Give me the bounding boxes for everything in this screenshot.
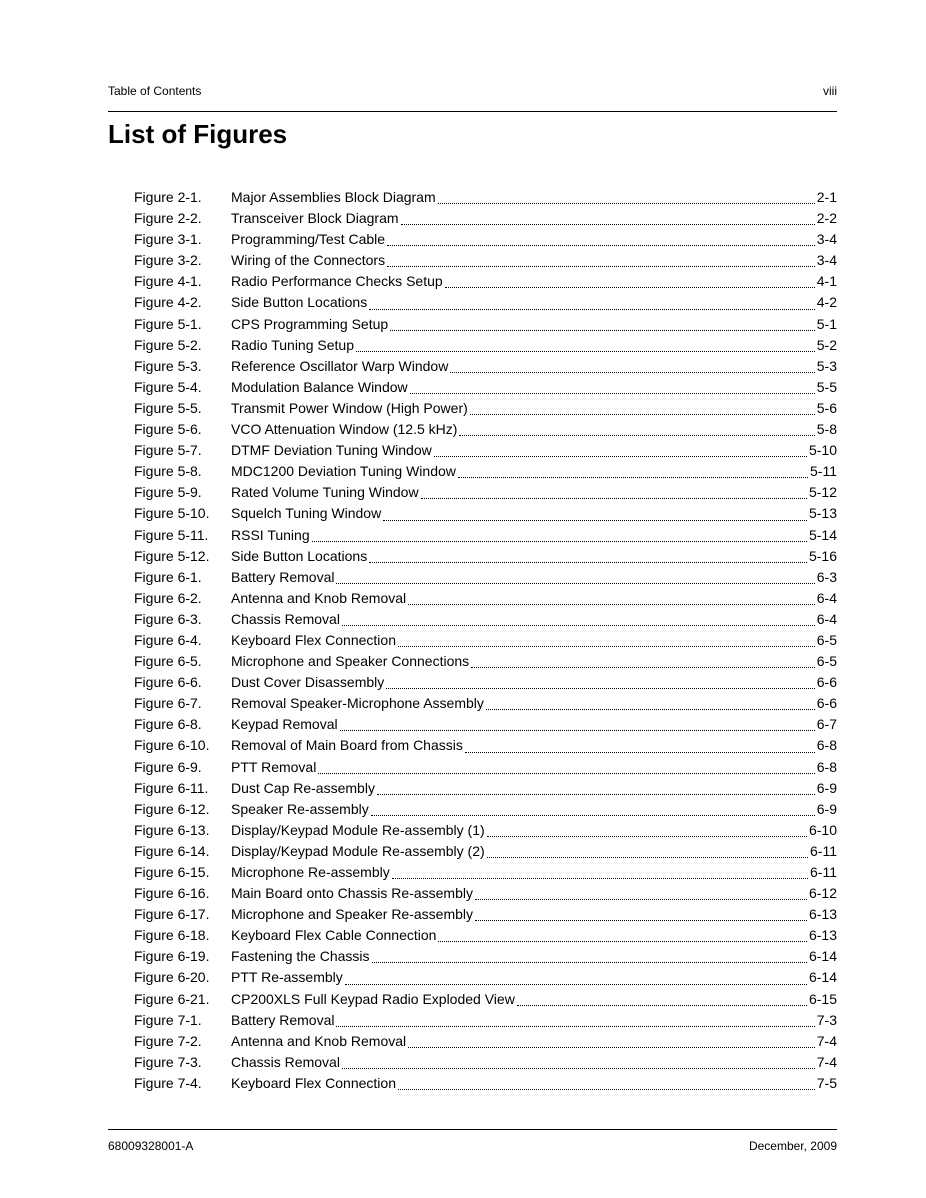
figure-title: Squelch Tuning Window — [231, 505, 382, 522]
figure-title: Battery Removal — [231, 1011, 335, 1028]
dot-leader — [445, 287, 815, 288]
figure-entry[interactable] — [134, 229, 837, 250]
footer-divider — [108, 1129, 837, 1130]
figure-entry[interactable] — [134, 1010, 837, 1031]
figure-number: Figure 5-10. — [134, 505, 210, 522]
figure-title: Radio Tuning Setup — [231, 336, 354, 353]
figure-entry[interactable] — [134, 967, 837, 988]
figure-title: VCO Attenuation Window (12.5 kHz) — [231, 421, 458, 438]
figure-entry[interactable] — [134, 187, 837, 208]
figure-list — [134, 187, 837, 1094]
figure-page-number: 6-13 — [808, 906, 837, 923]
figure-number: Figure 7-1. — [134, 1011, 202, 1028]
figure-number: Figure 6-11. — [134, 779, 209, 796]
figure-page-number: 6-6 — [816, 674, 837, 691]
figure-title: Keyboard Flex Cable Connection — [231, 927, 437, 944]
figure-number: Figure 6-14. — [134, 842, 210, 859]
figure-title: Wiring of the Connectors — [231, 252, 386, 269]
figure-title: PTT Removal — [231, 758, 317, 775]
figure-number: Figure 5-4. — [134, 378, 202, 395]
figure-title: Programming/Test Cable — [231, 231, 386, 248]
dot-leader — [372, 962, 807, 963]
footer-doc-number: 68009328001-A — [108, 1139, 194, 1153]
figure-title: Antenna and Knob Removal — [231, 1032, 407, 1049]
figure-number: Figure 5-8. — [134, 463, 202, 480]
dot-leader — [340, 730, 815, 731]
figure-page-number: 6-9 — [816, 779, 837, 796]
figure-number: Figure 2-2. — [134, 210, 202, 227]
figure-page-number: 6-4 — [816, 610, 837, 627]
figure-number: Figure 2-1. — [134, 189, 202, 205]
dot-leader — [408, 1047, 815, 1048]
dot-leader — [438, 941, 807, 942]
figure-entry[interactable] — [134, 271, 837, 292]
figure-entry[interactable] — [134, 989, 837, 1010]
figure-page-number: 4-1 — [816, 273, 837, 290]
dot-leader — [398, 1089, 815, 1090]
figure-page-number: 7-5 — [816, 1074, 837, 1091]
figure-page-number: 6-14 — [808, 948, 837, 965]
figure-title: Modulation Balance Window — [231, 378, 408, 395]
figure-title: Radio Performance Checks Setup — [231, 273, 443, 290]
dot-leader — [318, 773, 814, 774]
dot-leader — [387, 245, 815, 246]
figure-number: Figure 6-4. — [134, 631, 202, 648]
figure-title: Major Assemblies Block Diagram — [231, 189, 436, 205]
figure-number: Figure 6-7. — [134, 695, 202, 712]
figure-title: Side Button Locations — [231, 547, 368, 564]
figure-number: Figure 6-8. — [134, 716, 202, 733]
figure-title: Keyboard Flex Connection — [231, 631, 396, 648]
figure-title: Removal of Main Board from Chassis — [231, 737, 463, 754]
figure-entry[interactable] — [134, 292, 837, 313]
dot-leader — [369, 309, 815, 310]
figure-number: Figure 6-12. — [134, 800, 210, 817]
figure-page-number: 6-13 — [808, 927, 837, 944]
figure-title: Battery Removal — [231, 568, 335, 585]
dot-leader — [386, 688, 815, 689]
figure-number: Figure 5-9. — [134, 484, 202, 501]
figure-title: Display/Keypad Module Re-assembly (2) — [231, 842, 485, 859]
dot-leader — [470, 414, 815, 415]
figure-title: Microphone and Speaker Connections — [231, 653, 470, 670]
figure-number: Figure 7-3. — [134, 1053, 202, 1070]
figure-entry[interactable] — [134, 693, 837, 714]
figure-entry[interactable] — [134, 630, 837, 651]
figure-entry[interactable] — [134, 883, 837, 904]
figure-title: CP200XLS Full Keypad Radio Exploded View — [231, 990, 515, 1007]
figure-page-number: 5-5 — [816, 378, 837, 395]
figure-title: Microphone Re-assembly — [231, 864, 390, 880]
dot-leader — [312, 541, 807, 542]
figure-page-number: 7-4 — [816, 1053, 837, 1070]
figure-entry[interactable] — [134, 862, 837, 883]
figure-title: CPS Programming Setup — [231, 315, 389, 332]
header-page-number: viii — [823, 84, 837, 98]
figure-entry[interactable] — [134, 335, 837, 356]
figure-page-number: 4-2 — [816, 294, 837, 311]
dot-leader — [392, 878, 808, 879]
figure-number: Figure 6-20. — [134, 969, 210, 986]
figure-number: Figure 6-19. — [134, 948, 210, 965]
figure-page-number: 2-1 — [816, 189, 837, 205]
dot-leader — [408, 604, 815, 605]
figure-number: Figure 6-18. — [134, 927, 210, 944]
dot-leader — [377, 794, 815, 795]
figure-page-number: 6-5 — [816, 653, 837, 670]
figure-page-number: 5-11 — [810, 463, 837, 480]
figure-entry[interactable] — [134, 651, 837, 672]
figure-entry[interactable] — [134, 820, 837, 841]
figure-page-number: 5-8 — [816, 421, 837, 438]
figure-page-number: 6-9 — [816, 800, 837, 817]
figure-number: Figure 7-2. — [134, 1032, 202, 1049]
figure-number: Figure 6-3. — [134, 610, 202, 627]
figure-page-number: 7-4 — [816, 1032, 837, 1049]
figure-number: Figure 5-1. — [134, 315, 202, 332]
header-section-title: Table of Contents — [108, 84, 202, 98]
figure-number: Figure 3-2. — [134, 252, 202, 269]
figure-page-number: 3-4 — [816, 252, 837, 269]
figure-title: Microphone and Speaker Re-assembly — [231, 906, 474, 923]
dot-leader — [450, 372, 814, 373]
figure-entry[interactable] — [134, 461, 837, 482]
figure-page-number: 5-12 — [808, 484, 837, 501]
figure-page-number: 6-8 — [816, 737, 837, 754]
figure-entry[interactable] — [134, 735, 837, 756]
figure-entry[interactable] — [134, 398, 837, 419]
figure-title: Side Button Locations — [231, 294, 368, 311]
figure-number: Figure 4-1. — [134, 273, 202, 290]
figure-title: Keypad Removal — [231, 716, 338, 733]
figure-title: Fastening the Chassis — [231, 948, 370, 965]
figure-entry[interactable] — [134, 799, 837, 820]
figure-entry[interactable] — [134, 778, 837, 799]
figure-title: MDC1200 Deviation Tuning Window — [231, 463, 456, 480]
figure-number: Figure 4-2. — [134, 294, 202, 311]
figure-entry[interactable] — [134, 314, 837, 335]
figure-page-number: 5-13 — [808, 505, 837, 522]
figure-entry[interactable] — [134, 503, 837, 524]
figure-number: Figure 5-12. — [134, 547, 210, 564]
figure-number: Figure 6-13. — [134, 821, 210, 838]
dot-leader — [398, 646, 815, 647]
figure-page-number: 6-10 — [808, 821, 837, 838]
header-divider — [108, 111, 837, 112]
figure-title: Main Board onto Chassis Re-assembly — [231, 885, 473, 902]
figure-entry[interactable] — [134, 208, 837, 229]
figure-number: Figure 5-7. — [134, 442, 202, 459]
figure-number: Figure 5-5. — [134, 399, 202, 416]
figure-entry[interactable] — [134, 250, 837, 271]
figure-number: Figure 6-10. — [134, 737, 210, 754]
dot-leader — [458, 477, 808, 478]
figure-entry[interactable] — [134, 1031, 837, 1052]
figure-title: Transmit Power Window (High Power) — [231, 399, 468, 416]
dot-leader — [487, 836, 807, 837]
figure-title: Chassis Removal — [231, 610, 340, 627]
figure-page-number: 6-3 — [816, 568, 837, 585]
figure-entry[interactable] — [134, 714, 837, 735]
figure-entry[interactable] — [134, 925, 837, 946]
figure-page-number: 5-14 — [808, 526, 837, 543]
dot-leader — [475, 899, 807, 900]
figure-page-number: 6-5 — [816, 631, 837, 648]
figure-entry[interactable] — [134, 419, 837, 440]
figure-page-number: 6-15 — [808, 990, 837, 1007]
dot-leader — [336, 583, 814, 584]
figure-number: Figure 6-5. — [134, 653, 202, 670]
figure-page-number: 7-3 — [816, 1011, 837, 1028]
figure-entry[interactable] — [134, 1073, 837, 1094]
figure-page-number: 6-6 — [816, 695, 837, 712]
dot-leader — [342, 625, 815, 626]
figure-page-number: 5-2 — [816, 336, 837, 353]
figure-page-number: 6-4 — [816, 589, 837, 606]
dot-leader — [356, 351, 815, 352]
figure-title: Dust Cover Disassembly — [231, 674, 385, 691]
figure-number: Figure 6-15. — [134, 864, 210, 880]
figure-number: Figure 5-11. — [134, 526, 209, 543]
dot-leader — [475, 920, 807, 921]
dot-leader — [486, 709, 815, 710]
page-title: List of Figures — [108, 119, 288, 149]
figure-page-number: 6-12 — [808, 885, 837, 902]
figure-entry[interactable] — [134, 588, 837, 609]
figure-number: Figure 6-2. — [134, 589, 202, 606]
figure-number: Figure 5-2. — [134, 336, 202, 353]
figure-title: PTT Re-assembly — [231, 969, 343, 986]
figure-title: RSSI Tuning — [231, 526, 310, 543]
dot-leader — [421, 498, 807, 499]
dot-leader — [383, 520, 807, 521]
figure-entry[interactable] — [134, 841, 837, 862]
figure-page-number: 6-14 — [808, 969, 837, 986]
figure-number: Figure 6-21. — [134, 990, 210, 1007]
figure-entry[interactable] — [134, 567, 837, 588]
dot-leader — [369, 562, 807, 563]
dot-leader — [410, 393, 815, 394]
figure-number: Figure 5-6. — [134, 421, 202, 438]
figure-number: Figure 6-9. — [134, 758, 202, 775]
figure-page-number: 6-11 — [810, 864, 837, 880]
dot-leader — [390, 330, 815, 331]
figure-page-number: 5-1 — [816, 315, 837, 332]
dot-leader — [517, 1005, 807, 1006]
dot-leader — [336, 1026, 814, 1027]
figure-page-number: 5-10 — [808, 442, 837, 459]
figure-number: Figure 5-3. — [134, 357, 202, 374]
figure-title: Removal Speaker-Microphone Assembly — [231, 695, 484, 712]
figure-entry[interactable] — [134, 672, 837, 693]
figure-entry[interactable] — [134, 482, 837, 503]
figure-entry[interactable] — [134, 356, 837, 377]
dot-leader — [471, 667, 815, 668]
figure-entry[interactable] — [134, 525, 837, 546]
page-header — [108, 84, 837, 102]
dot-leader — [345, 984, 807, 985]
figure-page-number: 6-8 — [816, 758, 837, 775]
dot-leader — [487, 857, 808, 858]
figure-page-number: 5-3 — [816, 357, 837, 374]
figure-page-number: 2-2 — [816, 210, 837, 227]
figure-entry[interactable] — [134, 946, 837, 967]
dot-leader — [342, 1068, 815, 1069]
figure-entry[interactable] — [134, 546, 837, 567]
figure-entry[interactable] — [134, 1052, 837, 1073]
figure-title: Reference Oscillator Warp Window — [231, 357, 449, 374]
figure-page-number: 5-6 — [816, 399, 837, 416]
footer-date: December, 2009 — [748, 1139, 837, 1153]
dot-leader — [465, 752, 815, 753]
figure-number: Figure 6-16. — [134, 885, 210, 902]
figure-title: Keyboard Flex Connection — [231, 1074, 396, 1091]
figure-title: Transceiver Block Diagram — [231, 210, 399, 227]
figure-page-number: 6-7 — [816, 716, 837, 733]
figure-entry[interactable] — [134, 904, 837, 925]
figure-entry[interactable] — [134, 377, 837, 398]
dot-leader — [371, 815, 815, 816]
figure-title: Dust Cap Re-assembly — [231, 779, 375, 796]
figure-title: Chassis Removal — [231, 1053, 340, 1070]
figure-entry[interactable] — [134, 609, 837, 630]
figure-title: Antenna and Knob Removal — [231, 589, 407, 606]
figure-title: Rated Volume Tuning Window — [231, 484, 419, 501]
figure-entry[interactable] — [134, 440, 837, 461]
figure-number: Figure 3-1. — [134, 231, 202, 248]
figure-page-number: 6-11 — [810, 842, 837, 859]
figure-entry[interactable] — [134, 757, 837, 778]
dot-leader — [459, 435, 814, 436]
figure-number: Figure 7-4. — [134, 1074, 202, 1091]
dot-leader — [387, 266, 815, 267]
figure-number: Figure 6-1. — [134, 568, 202, 585]
figure-number: Figure 6-17. — [134, 906, 210, 923]
figure-title: Speaker Re-assembly — [231, 800, 369, 817]
dot-leader — [438, 203, 815, 204]
figure-title: Display/Keypad Module Re-assembly (1) — [231, 821, 485, 838]
dot-leader — [434, 456, 807, 457]
figure-number: Figure 6-6. — [134, 674, 202, 691]
figure-page-number: 3-4 — [816, 231, 837, 248]
figure-page-number: 5-16 — [808, 547, 837, 564]
figure-title: DTMF Deviation Tuning Window — [231, 442, 432, 459]
page-footer — [108, 1139, 837, 1157]
dot-leader — [401, 224, 815, 225]
